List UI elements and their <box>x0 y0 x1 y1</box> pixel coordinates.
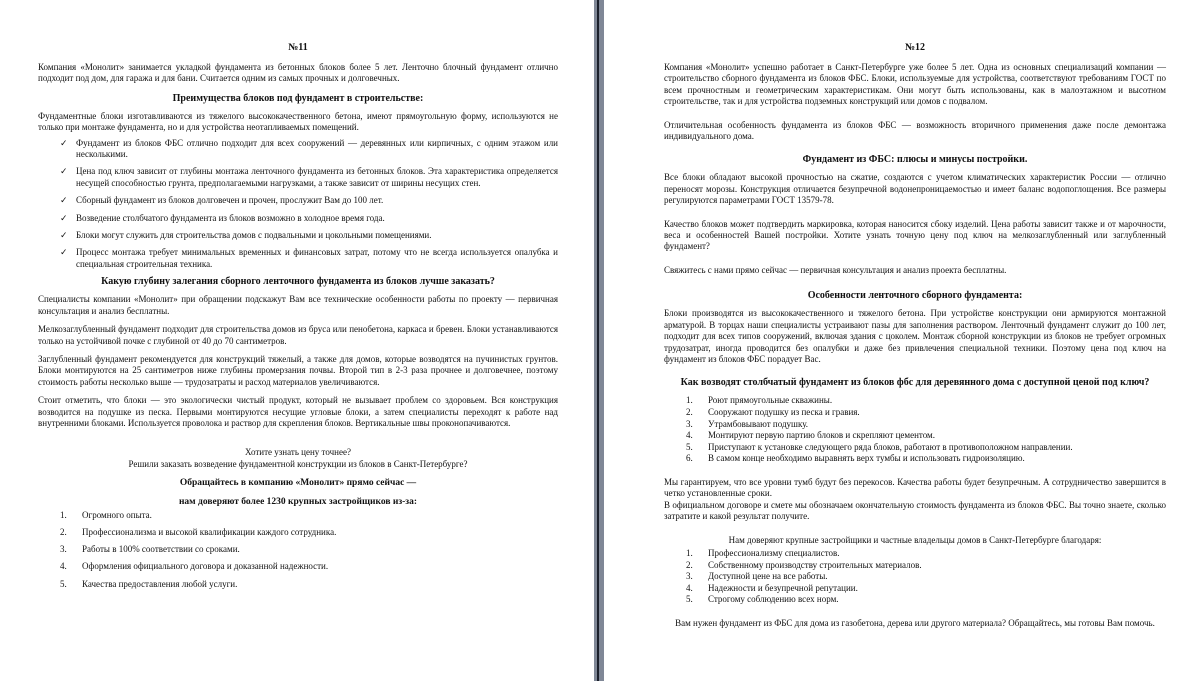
list-item: ✓ Процесс монтажа требует минимальных временных и финансовых затрат, потому что не всегда используется опалубка и специальная строительная техника. <box>60 247 558 269</box>
paragraph: Отличительная особенность фундамента из блоков ФБС — возможность вторичного применения даже после демонтажа индивидуального дома. <box>664 119 1166 142</box>
call-to-action: Обращайтесь в компанию «Монолит» прямо сейчас — <box>179 478 417 489</box>
checkmark-icon: ✓ <box>60 195 68 206</box>
paragraph: Свяжитесь с нами прямо сейчас — первичная консультация и анализ проекта бесплатны. <box>664 264 1007 275</box>
page-gutter <box>594 0 604 681</box>
list-item: ✓ Фундамент из блоков ФБС отлично подходит для всех сооружений — деревянных или кирпичных, с одним этажом или несколькими. <box>60 137 558 160</box>
section-heading: Фундамент из ФБС: плюсы и минусы постройки. <box>802 154 1028 166</box>
list-item: 3. Доступной цене на все работы. <box>686 571 828 582</box>
list-item: 2. Сооружают подушку из песка и гравия. <box>686 406 860 417</box>
list-item: 2. Собственному производству строительных материалов. <box>686 559 922 570</box>
closing-paragraph: Вам нужен фундамент из ФБС для дома из газобетона, дерева или другого материала? Обращайтесь, мы готовы Вам помочь. <box>675 617 1155 628</box>
paragraph: Стоит отметить, что блоки — это экологически чистый продукт, который не вызывает проблем со здоровьем. Вся конструкция возводится на подушке из песка. Первыми монтируются несущие угловые блоки, а затем специалисты переходят к работе над внутренними блоками. Используется проволока и раствор для скрепления блоков. Вертикальные швы проконопачиваются. <box>38 395 558 428</box>
checkmark-list <box>38 138 558 271</box>
checkmark-icon: ✓ <box>60 166 68 177</box>
question-line: Решили заказать возведение фундаментной конструкции из блоков в Санкт-Петербурге? <box>128 458 468 469</box>
checkmark-icon: ✓ <box>60 137 68 148</box>
list-item: 4. Надежности и безупречной репутации. <box>686 582 858 593</box>
intro-paragraph: Компания «Монолит» занимается укладкой фундамента из бетонных блоков более 5 лет. Ленточно блочный фундамент отлично подходит под дом, для гаража и для бани. Считается одним из самых прочных и долговечных. <box>38 62 558 84</box>
list-item: 4. Монтируют первую партию блоков и скрепляют цементом. <box>686 430 935 441</box>
paragraph: Мелкозаглубленный фундамент подходит для строительства домов из бруса или пенобетона, каркаса и бревен. Блоки устанавливаются только на устойчивой почке с глубиной от 40 до 70 сантиметров. <box>38 324 558 346</box>
checkmark-icon: ✓ <box>60 230 68 241</box>
intro-paragraph: Компания «Монолит» успешно работает в Санкт-Петербурге уже более 5 лет. Одна из основных специализаций компании — строительство сборного фундамента из блоков ФБС. Блоки, используемые для устройства, соответствуют требованиям ГОСТ по всем прочностным и геометрическим характеристикам. Они могут быть использованы, как в малоэтажном и высотном строительстве, так и для устройства подземных конструкций или домов с подвалом. <box>664 62 1166 107</box>
call-to-action: нам доверяют более 1230 крупных застройщиков из-за: <box>178 497 418 508</box>
checkmark-icon: ✓ <box>60 247 68 258</box>
list-item: 2. Профессионализма и высокой квалификации каждого сотрудника. <box>60 527 337 538</box>
question-line: Хотите узнать цену точнее? <box>245 447 351 458</box>
paragraph: Мы гарантируем, что все уровни тумб будут без перекосов. Качества работы будет безупречным. А сотрудничество завершится в четко установленные сроки. <box>664 476 1166 499</box>
list-item: ✓ Возведение столбчатого фундамента из блоков возможно в холодное время года. <box>60 212 385 223</box>
paragraph: Блоки производятся из высококачественного и тяжелого бетона. При устройстве конструкции они армируются монтажной арматурой. В торцах наши специалисты устраивают пазы для заполнения раствором. Ленточный фундамент служит до 100 лет, подходит для всех типов сооружений, включая здания с цоколем. Монтаж сборной конструкции из блоков не требует огромных трудозатрат, иногда проводится без опалубки и даже без привлечения специальной техники. Поэтому цена под ключ на фундамент из блоков ФБС порадует Вас. <box>664 308 1166 364</box>
list-item: ✓ Цена под ключ зависит от глубины монтажа ленточного фундамента из бетонных блоков. Эта характеристика определяется несущей способностью грунта, предполагаемыми нагрузками, а также зависит от ширины несущих стен. <box>60 166 558 188</box>
list-item: 1. Роют прямоугольные скважины. <box>686 395 833 406</box>
paragraph: Качество блоков может подтвердить маркировка, которая наносится сбоку изделий. Цена работы зависит также и от марочности, веса и особенностей Вашей постройки. Хотите узнать точную цену под ключ на мелкозаглубленный или заглубленный фундамент? <box>664 218 1166 252</box>
paragraph: Нам доверяют крупные застройщики и частные владельцы домов в Санкт-Петербурге благодаря: <box>728 534 1102 545</box>
paragraph: Все блоки обладают высокой прочностью на сжатие, создаются с учетом климатических характеристик России — отлично переносят морозы. Конструкция отличается безупречной водонепроницаемостью и имеет баланс водопоглощения. Все размеры регулируются параметрами ГОСТ 13579-78. <box>664 172 1166 206</box>
list-item: 1. Профессионализму специалистов. <box>686 547 840 558</box>
list-item: 6. В самом конце необходимо выравнять верх тумбы и использовать гидроизоляцию. <box>686 453 1025 464</box>
list-item: 5. Качества предоставления любой услуги. <box>60 578 238 589</box>
list-item: 5. Строгому соблюдению всех норм. <box>686 594 839 605</box>
list-item: ✓ Сборный фундамент из блоков долговечен и прочен, прослужит Вам до 100 лет. <box>60 195 384 206</box>
section-heading: Особенности ленточного сборного фундамента: <box>807 290 1023 302</box>
page-number-title: №11 <box>288 42 308 53</box>
section-heading: Какую глубину залегания сборного ленточного фундамента из блоков лучше заказать? <box>101 276 495 288</box>
list-item: ✓ Блоки могут служить для строительства домов с подвальными и цокольными помещениями. <box>60 230 432 241</box>
document-page-left <box>0 0 594 681</box>
checkmark-icon: ✓ <box>60 212 68 223</box>
list-item: 4. Оформления официального договора и доказанной надежности. <box>60 561 329 572</box>
section-heading: Преимущества блоков под фундамент в строительстве: <box>172 92 424 104</box>
list-item: 1. Огромного опыта. <box>60 510 152 521</box>
list-item: 3. Утрамбовывают подушку. <box>686 418 809 429</box>
page-number-title: №12 <box>904 42 926 53</box>
paragraph: Специалисты компании «Монолит» при обращении подскажут Вам все технические особенности работы по проекту — первичная консультация и анализ бесплатны. <box>38 294 558 316</box>
paragraph: Заглубленный фундамент рекомендуется для конструкций тяжелый, а также для домов, которые возводятся на пучинистых грунтов. Блоки монтируются на 25 сантиметров ниже глубины промерзания почвы. Второй тип в 2-3 раза прочнее и долговечнее, поэтому стоимость работы несколько выше — трудозатраты и расход материалов увеличиваются. <box>38 353 558 387</box>
reasons-list <box>664 548 1166 606</box>
reasons-list <box>38 510 558 590</box>
section-heading: Как возводят столбчатый фундамент из блоков фбс для деревянного дома с доступной ценой под ключ? <box>680 377 1150 389</box>
paragraph: В официальном договоре и смете мы обозначаем окончательную стоимость фундамента из блоков ФБС. Вы точно знаете, сколько затратите и какой результат получите. <box>664 499 1166 522</box>
paragraph: Фундаментные блоки изготавливаются из тяжелого высококачественного бетона, имеют прямоугольную форму, используются не только при монтаже фундамента, но и для устройства неотапливаемых помещений. <box>38 110 558 133</box>
document-page-right <box>604 0 1200 681</box>
list-item: 3. Работы в 100% соответствии со сроками. <box>60 544 240 555</box>
list-item: 5. Приступают к установке следующего ряда блоков, работают в противоположном направлении. <box>686 441 1073 452</box>
steps-list <box>664 395 1166 465</box>
